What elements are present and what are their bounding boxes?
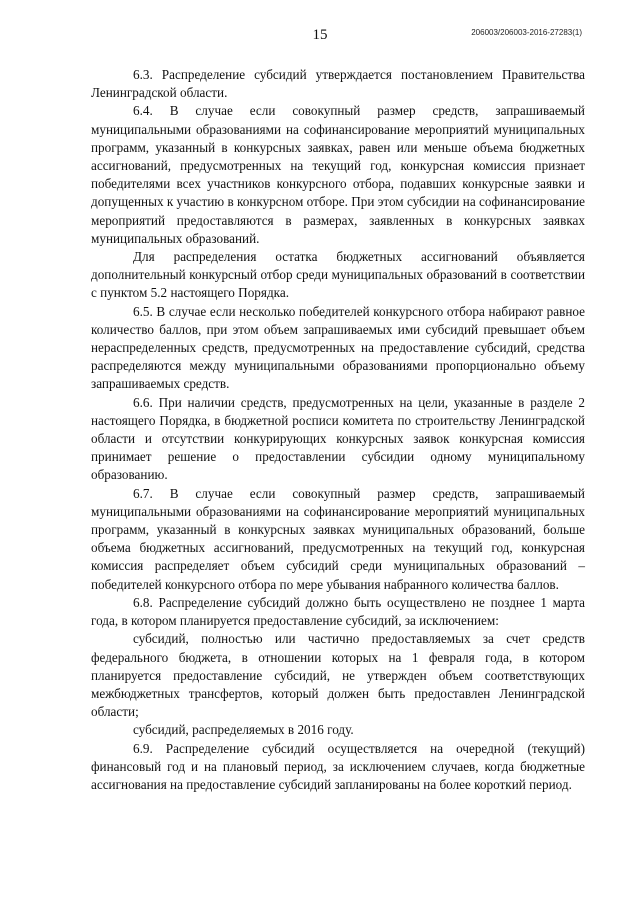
paragraph-6-9: 6.9. Распределение субсидий осуществляется на очередной (текущий) финансовый год и на плановый период, за исключением случаев, когда бюджетные ассигнования на предоставление субсидий запланированы на более короткий период. (91, 740, 585, 792)
paragraph-exception-2016: субсидий, распределяемых в 2016 году. (133, 722, 354, 738)
paragraph-6-5: 6.5. В случае если несколько победителей конкурсного отбора набирают равное количество баллов, при этом объем запрашиваемых ими субсидий превышает объем нераспределенных средств, предусмотренных на предоставление субсидий, средства распределяются между муниципальными образованиями пропорционально объему запрашиваемых средств. (91, 303, 585, 392)
paragraph-additional-selection: Для распределения остатка бюджетных ассигнований объявляется дополнительный конкурсный отбор среди муниципальных образований в соответствии с пунктом 5.2 настоящего Порядка. (91, 249, 585, 301)
paragraph-exception-federal: субсидий, полностью или частично предоставляемых за счет средств федерального бюджета, в отношении которых на 1 февраля года, в котором планируется предоставление субсидий, не утвержден объем соответствующих межбюджетных трансфертов, который должен быть предоставлен Ленинградской области; (91, 631, 585, 720)
document-body (91, 66, 585, 794)
paragraph-6-3: 6.3. Распределение субсидий утверждается постановлением Правительства Ленинградской области. (91, 67, 585, 101)
page-number: 15 (312, 27, 328, 43)
paragraph-6-6: 6.6. При наличии средств, предусмотренных на цели, указанные в разделе 2 настоящего Порядка, в бюджетной росписи комитета по строительству Ленинградской области и отсутствии конкурирующих конкурсных заявок конкурсная комиссия принимает решение о предоставлении субсидии одному муниципальному образованию. (91, 394, 585, 483)
paragraph-6-7: 6.7. В случае если совокупный размер средств, запрашиваемый муниципальными образованиями на софинансирование мероприятий муниципальных программ, указанный в конкурсных заявках муниципальных образований, больше объема бюджетных ассигнований, предусмотренных на текущий год, конкурсная комиссия распределяет объем субсидий среди муниципальных образований – победителей конкурсного отбора по мере убывания набранного количества баллов. (91, 485, 585, 592)
document-id: 206003/206003-2016-27283(1) (471, 28, 582, 37)
paragraph-6-8: 6.8. Распределение субсидий должно быть осуществлено не позднее 1 марта года, в котором планируется предоставление субсидий, за исключением: (91, 594, 585, 629)
paragraph-6-4: 6.4. В случае если совокупный размер средств, запрашиваемый муниципальными образованиями на софинансирование мероприятий муниципальных программ, указанный в конкурсных заявках, равен или меньше объема бюджетных ассигнований, предусмотренных на текущий год, конкурсная комиссия признает победителями всех участников конкурсного отбора, подавших конкурсные заявки и допущенных к участию в конкурсном отборе. При этом субсидии на софинансирование мероприятий предоставляются в размерах, заявленных в конкурсных заявках муниципальных образований. (91, 103, 585, 246)
